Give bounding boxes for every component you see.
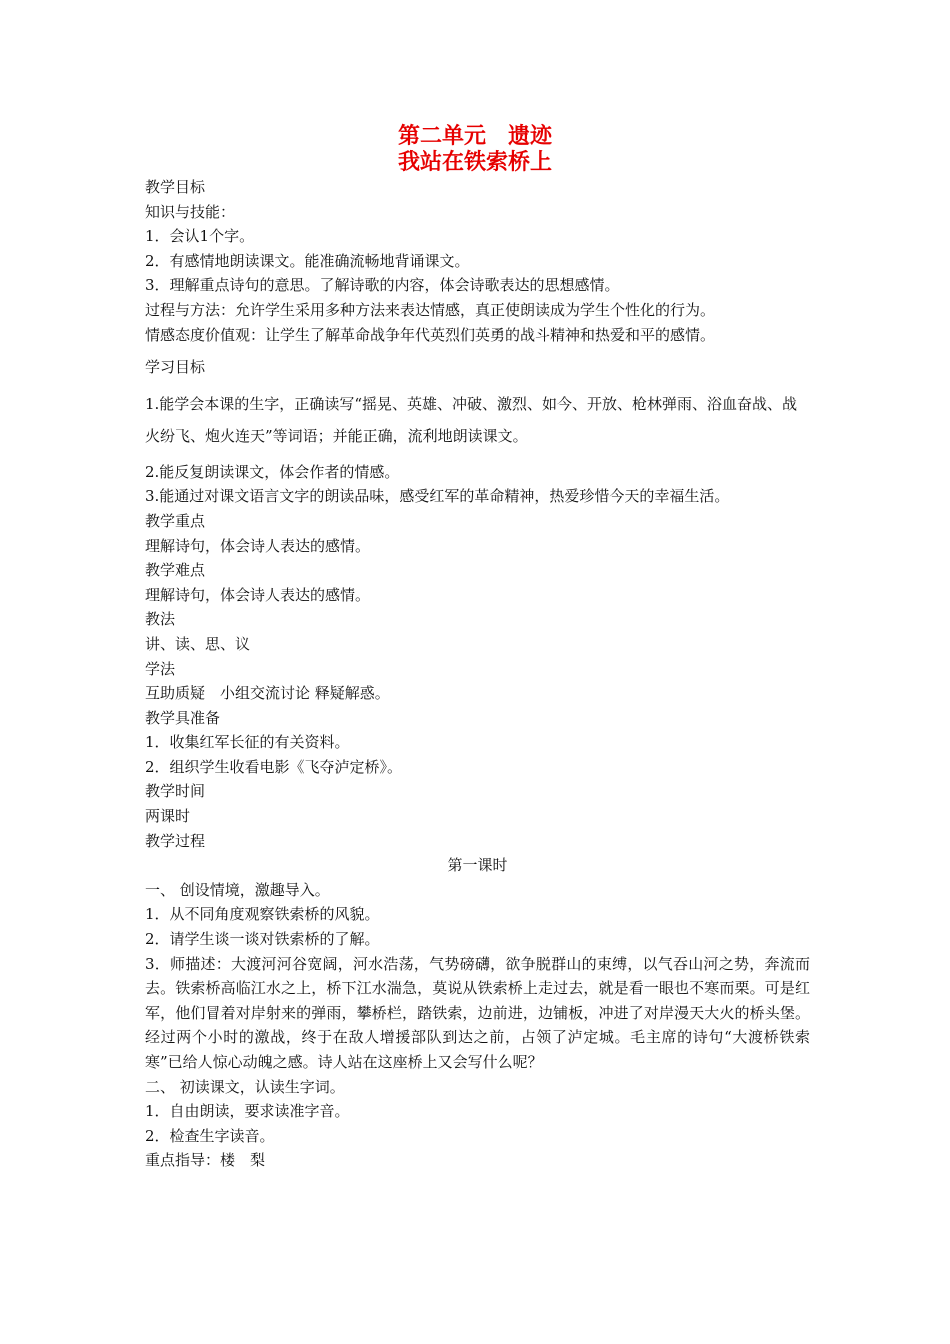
emotion-value-text: 情感态度价值观：让学生了解革命战争年代英烈们英勇的战斗精神和热爱和平的感情。: [145, 325, 716, 344]
section-heading-preparation: 教学具准备: [145, 708, 221, 727]
period-heading: 第一课时: [447, 856, 508, 875]
knowledge-item-1: 1．会认1个字。: [145, 227, 255, 246]
study-goal-3: 3.能通过对课文语言文字的朗读品味，感受红军的革命精神，热爱珍惜今天的幸福生活。: [145, 487, 730, 506]
subheading-knowledge: 知识与技能：: [145, 202, 236, 221]
section-heading-difficulties: 教学难点: [145, 561, 206, 580]
preparation-item-2: 2．组织学生收看电影《飞夺泸定桥》。: [145, 757, 403, 776]
knowledge-item-3: 3．理解重点诗句的意思。了解诗歌的内容，体会诗歌表达的思想感情。: [145, 276, 620, 295]
process-method-text: 过程与方法：允许学生采用多种方法来表达情感，真正使朗读成为学生个性化的行为。: [145, 300, 716, 319]
teaching-method-text: 讲、读、思、议: [145, 634, 251, 653]
step-2-item-1: 1．自由朗读，要求读准字音。: [145, 1102, 350, 1121]
section-heading-key-points: 教学重点: [145, 511, 206, 530]
step-1-item-2: 2．请学生谈一谈对铁索桥的了解。: [145, 930, 380, 949]
section-heading-goals: 教学目标: [145, 178, 206, 196]
lesson-title: 我站在铁索桥上: [397, 150, 552, 175]
preparation-item-1: 1．收集红军长征的有关资料。: [145, 733, 350, 752]
knowledge-item-2: 2．有感情地朗读课文。能准确流畅地背诵课文。: [145, 251, 470, 270]
step-1-item-3: 3．师描述：大渡河河谷宽阔，河水浩荡，气势磅礴，欲争脱群山的束缚，以气吞山河之势，奔流而去。铁索桥高临江水之上，桥下江水湍急，莫说从铁索桥上走过去，就是看一眼也不寒而栗。可是红军，他们冒着对岸射来的弹雨，攀桥栏，踏铁索，边前进，边铺板，冲进了对岸漫天大火的桥头堡。经过两个小时的激战，终于在敌人增援部队到达之前，占领了泸定城。毛主席的诗句“大渡桥铁索寒”已给人惊心动魄之感。诗人站在这座桥上又会写什么呢？: [145, 954, 810, 1071]
learning-method-text: 互助质疑 小组交流讨论 释疑解惑。: [145, 684, 390, 703]
section-heading-teaching-time: 教学时间: [145, 782, 206, 801]
unit-title: 第二单元 遗迹: [397, 124, 552, 149]
teaching-time-text: 两课时: [145, 807, 191, 826]
key-points-text: 理解诗句，体会诗人表达的感情。: [145, 536, 371, 555]
step-1-heading: 一、 创设情境，激趣导入。: [145, 880, 330, 899]
step-2-item-2: 2．检查生字读音。: [145, 1126, 275, 1145]
document-body: [145, 175, 810, 1173]
study-goal-1: 1.能学会本课的生字，正确读写“摇晃、英雄、冲破、激烈、如今、开放、枪林弹雨、浴血奋战、战火纷飞、炮火连天”等词语；并能正确，流利地朗读课文。: [145, 394, 797, 445]
section-heading-learning-method: 学法: [145, 659, 176, 678]
step-2-heading: 二、 初读课文，认读生字词。: [145, 1077, 345, 1096]
step-1-item-1: 1．从不同角度观察铁索桥的风貌。: [145, 905, 380, 924]
step-2-item-3: 重点指导：楼 梨: [145, 1151, 266, 1170]
study-goal-2: 2.能反复朗读课文，体会作者的情感。: [145, 462, 400, 481]
difficulties-text: 理解诗句，体会诗人表达的感情。: [145, 585, 371, 604]
section-heading-teaching-process: 教学过程: [145, 831, 206, 850]
section-heading-study-goals: 学习目标: [145, 358, 206, 377]
section-heading-teaching-method: 教法: [145, 610, 176, 629]
